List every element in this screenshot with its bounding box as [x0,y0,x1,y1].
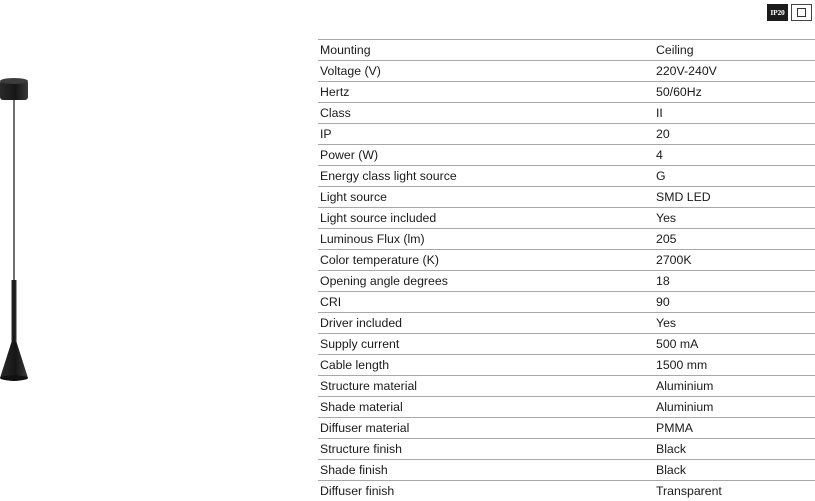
spec-value: Black [654,439,815,460]
lamp-stem [12,280,17,342]
spec-label: Shade finish [318,460,654,481]
spec-value: G [654,166,815,187]
spec-row [318,334,815,355]
specification-table [318,39,815,501]
class-ii-icon [791,4,812,21]
spec-row [318,376,815,397]
spec-value: 20 [654,124,815,145]
spec-row [318,166,815,187]
spec-row [318,61,815,82]
pendant-cone-lamp-icon [0,76,40,396]
certification-badges [767,4,812,21]
spec-value: Yes [654,208,815,229]
spec-row [318,397,815,418]
spec-value: Ceiling [654,40,815,61]
spec-value: Aluminium [654,376,815,397]
spec-label: Diffuser finish [318,481,654,501]
spec-row [318,124,815,145]
spec-label: Light source included [318,208,654,229]
cone-shade [0,342,28,381]
spec-label: Cable length [318,355,654,376]
spec-label: Structure material [318,376,654,397]
spec-label: Diffuser material [318,418,654,439]
spec-value: Transparent [654,481,815,501]
spec-value: 1500 mm [654,355,815,376]
spec-label: Energy class light source [318,166,654,187]
spec-label: Supply current [318,334,654,355]
spec-row [318,481,815,501]
spec-label: Hertz [318,82,654,103]
spec-value: 220V-240V [654,61,815,82]
spec-label: Class [318,103,654,124]
spec-label: Structure finish [318,439,654,460]
spec-label: Power (W) [318,145,654,166]
spec-label: Luminous Flux (lm) [318,229,654,250]
spec-value: 18 [654,271,815,292]
spec-label: Opening angle degrees [318,271,654,292]
spec-row [318,145,815,166]
spec-row [318,82,815,103]
spec-value: SMD LED [654,187,815,208]
spec-label: CRI [318,292,654,313]
spec-row [318,208,815,229]
spec-label: Mounting [318,40,654,61]
spec-value: Aluminium [654,397,815,418]
spec-label: IP [318,124,654,145]
spec-row [318,271,815,292]
spec-row [318,313,815,334]
spec-row [318,439,815,460]
spec-row [318,292,815,313]
ip-rating-badge: IP20 [767,4,788,21]
spec-value: 4 [654,145,815,166]
spec-value: 2700K [654,250,815,271]
spec-label: Color temperature (K) [318,250,654,271]
spec-value: Yes [654,313,815,334]
spec-value: II [654,103,815,124]
spec-row [318,187,815,208]
spec-label: Driver included [318,313,654,334]
spec-value: 205 [654,229,815,250]
spec-label: Light source [318,187,654,208]
spec-row [318,460,815,481]
spec-row [318,229,815,250]
spec-row [318,103,815,124]
spec-value: 90 [654,292,815,313]
spec-value: Black [654,460,815,481]
spec-row [318,418,815,439]
spec-value: 50/60Hz [654,82,815,103]
spec-label: Shade material [318,397,654,418]
spec-row [318,355,815,376]
spec-label: Voltage (V) [318,61,654,82]
spec-value: PMMA [654,418,815,439]
spec-value: 500 mA [654,334,815,355]
spec-row [318,40,815,61]
spec-row [318,250,815,271]
